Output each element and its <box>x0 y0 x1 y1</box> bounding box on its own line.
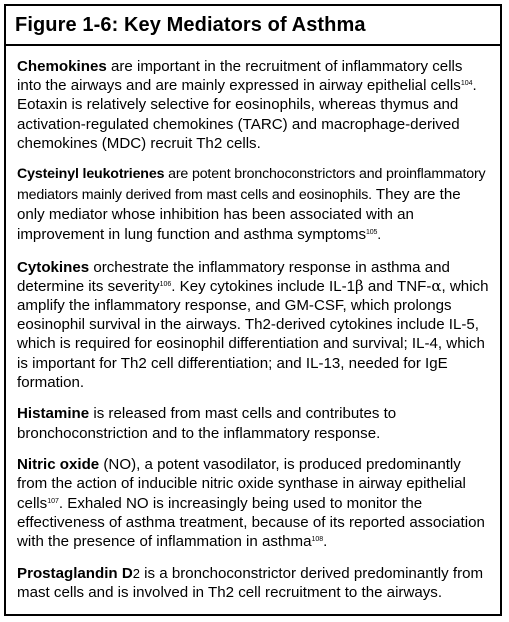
reference-107: 107 <box>47 497 59 505</box>
alpha-symbol: α <box>431 276 442 295</box>
leukotrienes-text-2: They are the only mediator whose inhibition has been associated with an improvement in lung function and asthma symptoms <box>17 185 461 244</box>
chemokines-text-1: are important in the recruitment of inflammatory cells into the airways and are mainly expressed in airway epithelial cells <box>17 58 463 95</box>
reference-108: 108 <box>311 536 324 544</box>
cytokines-text-3: and TNF- <box>363 277 432 295</box>
term-chemokines: Chemokines <box>17 58 107 75</box>
nitric-oxide-text-1: (NO), a potent vasodilator, is produced predominantly from the action of inducible nitric oxide synthase in airway epithelial cells <box>17 456 466 512</box>
term-prostaglandin <box>17 565 140 582</box>
cytokines-text-2: . Key cytokines include IL-1 <box>171 277 356 295</box>
term-prostaglandin-label: Prostaglandin D <box>17 564 133 582</box>
reference-105: 105 <box>366 229 378 237</box>
chemokines-text-2: . Eotaxin is relatively selective for eosinophils, whereas thymus and activation-regulated chemokines (TARC) and macrophage-derived chemokines (MDC) recruit Th2 cells. <box>17 77 477 152</box>
paragraph-prostaglandin <box>17 564 490 602</box>
reference-106: 106 <box>159 280 172 288</box>
term-cytokines: Cytokines <box>17 258 90 276</box>
paragraph-cytokines <box>17 258 490 392</box>
paragraph-leukotrienes <box>17 165 490 245</box>
term-cysteinyl-leukotrienes: Cysteinyl leukotrienes <box>17 166 165 183</box>
cytokines-text-4: , which amplify the inflammatory response, and GM-CSF, which prolongs eosinophil survival in the airways. Th2-derived cytokines include IL-5, which is required for eosinophil differentiation and survival; IL-4, which is important for Th2 cell differentiation; and IL-13, needed for IgE formation. <box>17 277 489 391</box>
paragraph-nitric-oxide <box>17 455 490 551</box>
term-histamine: Histamine <box>17 405 90 423</box>
histamine-text-1: is released from mast cells and contributes to bronchoconstriction and to the inflammatory response. <box>17 405 397 442</box>
beta-symbol: β <box>355 276 364 295</box>
term-prostaglandin-subscript: 2 <box>132 565 140 581</box>
leukotrienes-text-1: are potent bronchoconstrictors and proinflammatory mediators mainly derived from mast cells and eosinophils. <box>17 166 486 203</box>
paragraph-chemokines <box>17 57 490 153</box>
figure-header <box>6 6 500 46</box>
leukotrienes-text-3: . <box>377 227 382 244</box>
figure-box <box>4 4 502 616</box>
reference-104: 104 <box>460 80 473 88</box>
cytokines-text-1: orchestrate the inflammatory response in asthma and determine its severity <box>17 258 450 295</box>
prostaglandin-text-1: is a bronchoconstrictor derived predominantly from mast cells and is involved in Th2 cell recruitment to the airways. <box>17 564 484 601</box>
paragraph-histamine <box>17 404 490 442</box>
nitric-oxide-text-2: . Exhaled NO is increasingly being used to monitor the effectiveness of asthma treatment, because of its reported association with the presence of inflammation in asthma <box>17 494 485 551</box>
term-nitric-oxide: Nitric oxide <box>17 456 100 474</box>
figure-title: Figure 1-6: Key Mediators of Asthma <box>15 13 366 36</box>
figure-body <box>6 46 500 602</box>
nitric-oxide-text-3: . <box>323 533 328 551</box>
